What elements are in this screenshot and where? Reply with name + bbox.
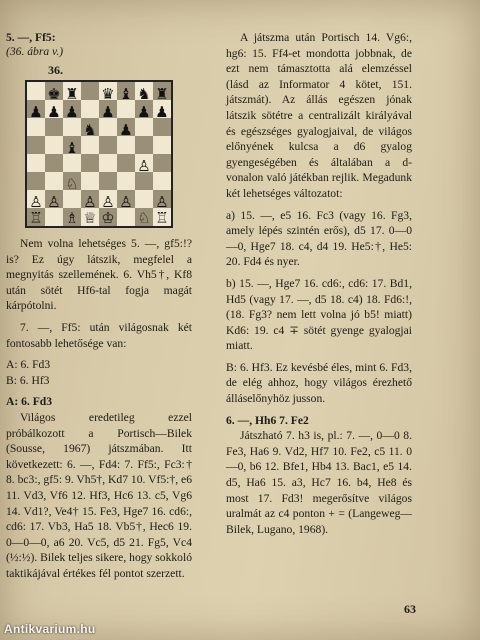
black-king-icon: ♚ (47, 85, 61, 103)
white-knight-icon: ♘ (137, 209, 151, 227)
black-rook-icon: ♜ (65, 85, 79, 103)
white-pawn-icon: ♙ (137, 157, 151, 175)
variation-paragraph: a) 15. —, e5 16. Fc3 (vagy 16. Fg3, amely lépés szintén erős), d5 17. 0—0—0, Hge7 18. c4, d4 19. He5:†, He5: 20. Fd4 és nyer. (226, 208, 412, 269)
black-pawn-icon: ♟ (119, 121, 133, 139)
paragraph: Világos eredetileg ezzel próbálkozott a Portisch—Bilek (Sousse, 1967) játszmában. Itt következett: 6. —, Fd4: 7. Ff5:, Fc3:† 8. bc3:, gf5: 9. Vh5†, Kd7 10. Vf5:†, e6 11. Vd3, Vf6 12. Hf3, Hc6 13. c5, Vg6 14. Vd1?, Ve4† 15. Fe3, Hge7 16. cd6:, cd6: 17. Vb3, Ha5 18. Vb5†, Hec6 19. 0—0—0, a6 20. Vc5, d5 21. Fg5, Vc4 (½:½). Bilek teljes sikere, hogy sokkoló taktikájával értékes fél pontot szerzett. (6, 410, 192, 580)
white-pawn-icon: ♙ (83, 193, 97, 211)
black-pawn-icon: ♟ (101, 103, 115, 121)
white-rook-icon: ♖ (29, 209, 43, 227)
variation-paragraph: b) 15. —, Hge7 16. cd6:, cd6: 17. Bd1, Hd5 (vagy 17. —, d5 18. c4) 18. Fd6:!, (18. Fg3? nem lett volna jó b5! miatt) Kd6: 19. c4 ∓ sötét gyenge gyalogjai miatt. (226, 276, 412, 353)
white-rook-icon: ♖ (155, 209, 169, 227)
diagram-number: 36. (48, 63, 63, 77)
variation-paragraph: B: 6. Hf3. Ez kevésbé éles, mint 6. Fd3, de elég ahhoz, hogy világos érezhető álláselőnyhöz jusson. (226, 360, 412, 406)
left-body (6, 236, 192, 581)
diagram-reference: (36. ábra v.) (6, 45, 64, 58)
page-number: 63 (404, 602, 416, 616)
white-bishop-icon: ♗ (65, 209, 79, 227)
right-body (226, 30, 412, 537)
white-pawn-icon: ♙ (101, 193, 115, 211)
black-pawn-icon: ♟ (155, 103, 169, 121)
white-pawn-icon: ♙ (119, 193, 133, 211)
black-pawn-icon: ♟ (65, 103, 79, 121)
variation-line: A: 6. Fd3 (6, 358, 51, 372)
paragraph: Nem volna lehetséges 5. —, gf5:!? is? Ez úgy látszik, megfelel a megnyitás szellemének. 6. Vh5†, Kf8 után sötét Hf6-tal fogja magát kárpótolni. (6, 237, 192, 313)
black-queen-icon: ♛ (101, 85, 115, 103)
move-heading: 5. —, Ff5: (6, 31, 56, 44)
paragraph: 7. —, Ff5: után világosnak két fontosabb lehetősége van: (6, 320, 192, 350)
white-queen-icon: ♕ (83, 209, 97, 227)
section-heading: 6. —, Hh6 7. Fe2 (226, 413, 309, 427)
chess-diagram (25, 80, 173, 228)
black-knight-icon: ♞ (83, 121, 97, 139)
section-heading: A: 6. Fd3 (6, 395, 53, 409)
black-bishop-icon: ♝ (119, 85, 133, 103)
paragraph: A játszma után Portisch 14. Vg6:, hg6: 15. Ff4-et mondotta jobbnak, de ezt nem támasztotta alá elemzéssel (lásd az Informator 4 kötet, 151. játszmát). Az állás egészen jónak látszik sötétre a centralizált királyával és egészséges gyalogjaival, de világos előnyének kulcsa a d6 gyalog gyengeségében és általában a d-vonalon való játékban rejlik. Megadunk két lehetséges változatot: (226, 31, 412, 200)
white-king-icon: ♔ (101, 209, 115, 227)
paragraph: Játszható 7. h3 is, pl.: 7. —, 0—0 8. Fe3, Ha6 9. Vd2, Hf7 10. Fe2, c5 11. 0—0, b6 12. Bfe1, Hb4 13. Bac1, e5 14. d5, Ha6 15. a3, Hc7 16. b4, He8 és most 17. Fd3! megerősítve világos uralmát az c4 ponton + = (Langeweg—Bilek, Lugano, 1968). (226, 429, 412, 536)
black-rook-icon: ♜ (155, 85, 169, 103)
black-pawn-icon: ♟ (29, 103, 43, 121)
white-pawn-icon: ♙ (155, 193, 169, 211)
black-knight-icon: ♞ (137, 85, 151, 103)
black-pawn-icon: ♟ (137, 103, 151, 121)
white-pawn-icon: ♙ (29, 193, 43, 211)
watermark: Antikvarium.hu (4, 622, 96, 636)
white-knight-icon: ♘ (65, 175, 79, 193)
black-bishop-icon: ♝ (65, 139, 79, 157)
black-pawn-icon: ♟ (47, 103, 61, 121)
variation-line: B: 6. Hf3 (6, 373, 50, 387)
white-pawn-icon: ♙ (47, 193, 61, 211)
